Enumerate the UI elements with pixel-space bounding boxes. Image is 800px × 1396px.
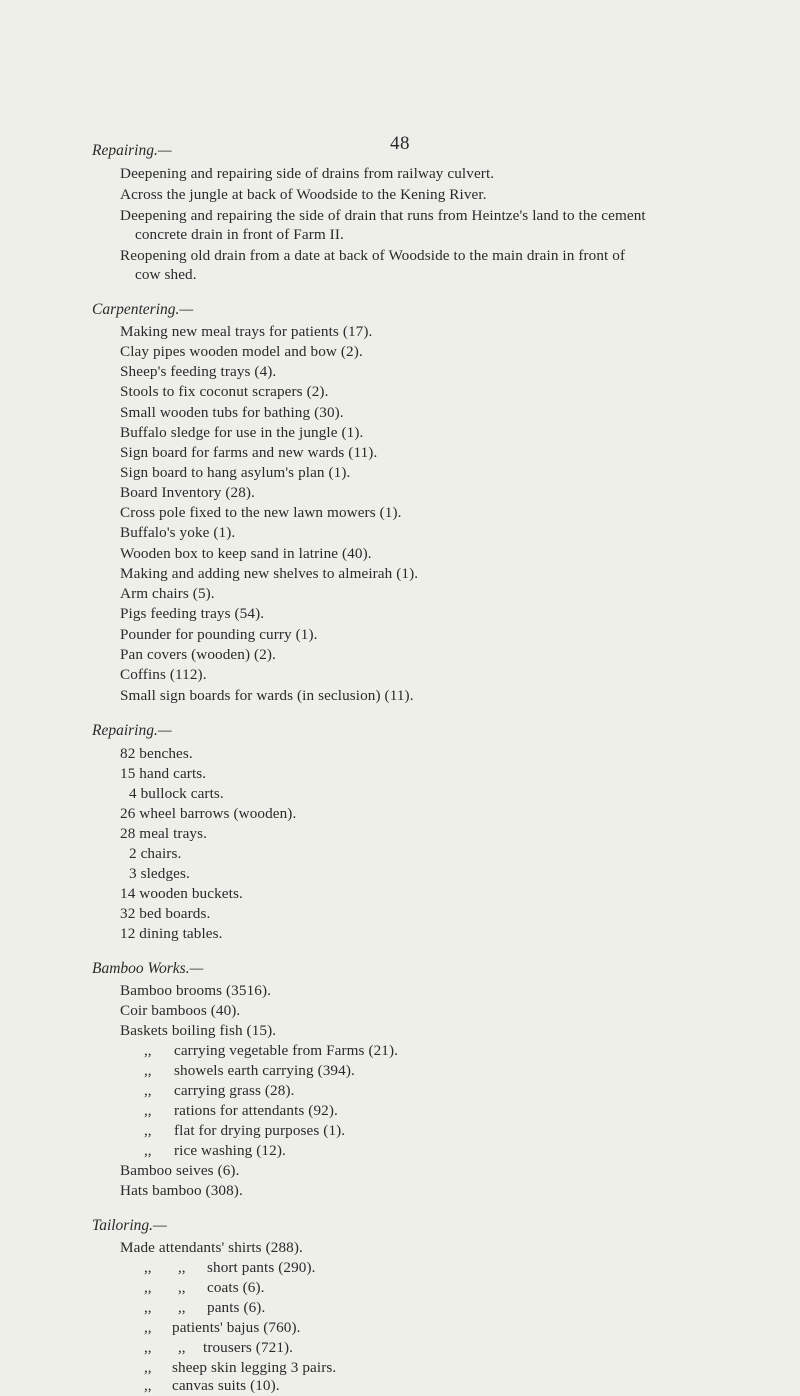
- text-line: Buffalo sledge for use in the jungle (1).: [120, 424, 364, 441]
- list-item: sheep skin legging 3 pairs.: [172, 1359, 337, 1376]
- list-item: 26 wheel barrows (wooden).: [120, 805, 297, 822]
- page-number: 48: [390, 133, 410, 154]
- list-item: carrying vegetable from Farms (21).: [174, 1042, 399, 1059]
- list-item: 2 chairs.: [129, 845, 182, 862]
- text-line: Sheep's feeding trays (4).: [120, 363, 277, 380]
- text-line: Sign board for farms and new wards (11).: [120, 444, 378, 461]
- text-line: Arm chairs (5).: [120, 585, 215, 602]
- list-item: Coir bamboos (40).: [120, 1002, 241, 1019]
- list-item: pants (6).: [207, 1299, 266, 1316]
- list-item: 12 dining tables.: [120, 925, 223, 942]
- text-line: Coffins (112).: [120, 666, 207, 683]
- list-item: rice washing (12).: [174, 1142, 286, 1159]
- text-line: Making new meal trays for patients (17).: [120, 323, 373, 340]
- section-heading: Tailoring.—: [92, 1217, 167, 1234]
- text-line: Cross pole fixed to the new lawn mowers (1).: [120, 504, 402, 521]
- text-line: Across the jungle at back of Woodside to the Kening River.: [120, 186, 487, 203]
- list-item: rations for attendants (92).: [174, 1102, 338, 1119]
- text-line: Small wooden tubs for bathing (30).: [120, 404, 344, 421]
- section-heading: Carpentering.—: [92, 301, 194, 318]
- list-item: 3 sledges.: [129, 865, 190, 882]
- text-line: Deepening and repairing the side of drain that runs from Heintze's land to the cement: [120, 207, 646, 224]
- ditto-mark: ,,: [144, 1359, 152, 1376]
- list-item: coats (6).: [207, 1279, 265, 1296]
- ditto-mark: ,,: [144, 1339, 152, 1356]
- text-line: Pan covers (wooden) (2).: [120, 646, 276, 663]
- text-line: Small sign boards for wards (in seclusion) (11).: [120, 687, 414, 704]
- list-item: 28 meal trays.: [120, 825, 208, 842]
- ditto-mark: ,,: [144, 1082, 152, 1099]
- ditto-mark: ,,: [144, 1377, 152, 1394]
- ditto-mark: ,,: [178, 1259, 186, 1276]
- ditto-mark: ,,: [178, 1279, 186, 1296]
- list-item: 15 hand carts.: [120, 765, 207, 782]
- list-item: carrying grass (28).: [174, 1082, 295, 1099]
- list-item: Baskets boiling fish (15).: [120, 1022, 277, 1039]
- list-item: Bamboo seives (6).: [120, 1162, 240, 1179]
- text-line: Pounder for pounding curry (1).: [120, 626, 318, 643]
- text-line: Reopening old drain from a date at back of Woodside to the main drain in front of: [120, 247, 626, 264]
- ditto-mark: ,,: [144, 1142, 152, 1159]
- text-line: Buffalo's yoke (1).: [120, 524, 236, 541]
- text-line: Clay pipes wooden model and bow (2).: [120, 343, 363, 360]
- list-item: 32 bed boards.: [120, 905, 211, 922]
- list-item: showels earth carrying (394).: [174, 1062, 355, 1079]
- ditto-mark: ,,: [178, 1339, 186, 1356]
- text-line: Making and adding new shelves to almeirah (1).: [120, 565, 419, 582]
- list-item: short pants (290).: [207, 1259, 316, 1276]
- text-line: concrete drain in front of Farm II.: [135, 226, 344, 243]
- text-line: Wooden box to keep sand in latrine (40).: [120, 545, 372, 562]
- section-heading: Bamboo Works.—: [92, 960, 204, 977]
- text-line: Sign board to hang asylum's plan (1).: [120, 464, 351, 481]
- list-item: canvas suits (10).: [172, 1377, 280, 1394]
- list-item: Hats bamboo (308).: [120, 1182, 243, 1199]
- list-item: 4 bullock carts.: [129, 785, 224, 802]
- ditto-mark: ,,: [144, 1299, 152, 1316]
- list-item: Bamboo brooms (3516).: [120, 982, 272, 999]
- ditto-mark: ,,: [144, 1042, 152, 1059]
- ditto-mark: ,,: [144, 1319, 152, 1336]
- list-item: patients' bajus (760).: [172, 1319, 301, 1336]
- text-line: Pigs feeding trays (54).: [120, 605, 265, 622]
- section-heading: Repairing.—: [92, 722, 172, 739]
- list-item: trousers (721).: [203, 1339, 294, 1356]
- list-item: flat for drying purposes (1).: [174, 1122, 346, 1139]
- ditto-mark: ,,: [178, 1299, 186, 1316]
- text-line: Stools to fix coconut scrapers (2).: [120, 383, 329, 400]
- text-line: Deepening and repairing side of drains from railway culvert.: [120, 165, 495, 182]
- list-item: 82 benches.: [120, 745, 193, 762]
- ditto-mark: ,,: [144, 1279, 152, 1296]
- text-line: cow shed.: [135, 266, 197, 283]
- text-line: Board Inventory (28).: [120, 484, 255, 501]
- section-heading: Repairing.—: [92, 142, 172, 159]
- ditto-mark: ,,: [144, 1062, 152, 1079]
- ditto-mark: ,,: [144, 1259, 152, 1276]
- list-item: Made attendants' shirts (288).: [120, 1239, 303, 1256]
- ditto-mark: ,,: [144, 1122, 152, 1139]
- ditto-mark: ,,: [144, 1102, 152, 1119]
- list-item: 14 wooden buckets.: [120, 885, 243, 902]
